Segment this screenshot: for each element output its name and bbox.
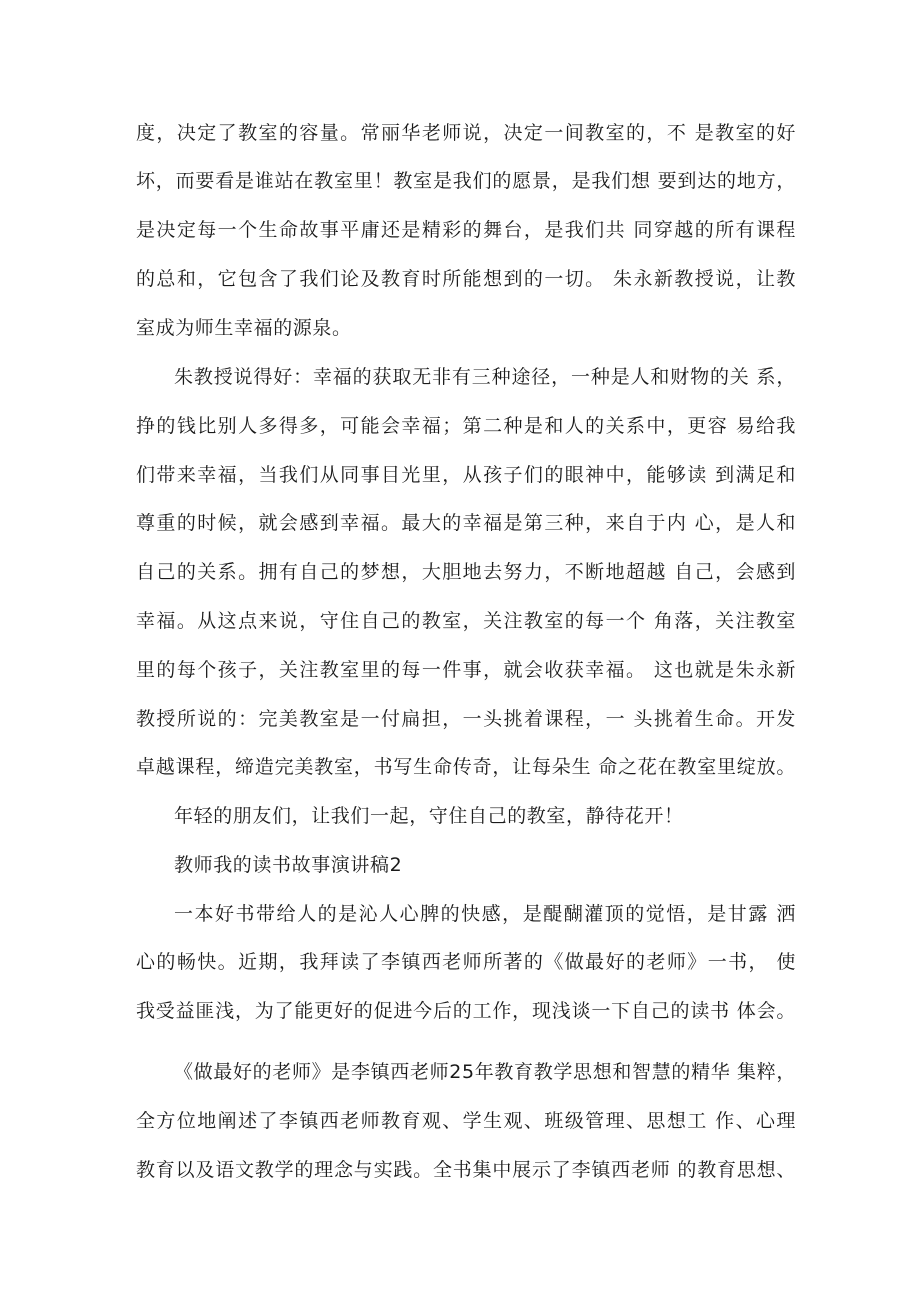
paragraph-3: 年轻的朋友们，让我们一起，守住自己的教室，静待花开！ [174,805,684,827]
paragraph-2-line-8: 教授所说的：完美教室是一付扁担，一头挑着课程，一 头挑着生命。开发 [136,708,796,730]
paragraph-2-line-9: 卓越课程，缔造完美教室，书写生命传奇，让每朵生 命之花在教室里绽放。 [136,756,796,778]
paragraph-5-line-3: 教育以及语文教学的理念与实践。全书集中展示了李镇西老师 的教育思想、 [136,1159,796,1181]
paragraph-1-line-3: 是决定每一个生命故事平庸还是精彩的舞台，是我们共 同穿越的所有课程 [136,219,796,241]
paragraph-2-line-5: 自己的关系。拥有自己的梦想，大胆地去努力，不断地超越 自己，会感到 [136,561,796,583]
paragraph-4-line-3: 我受益匪浅，为了能更好的促进今后的工作，现浅谈一下自己的读书 体会。 [136,1000,796,1022]
paragraph-2-line-2: 挣的钱比别人多得多，可能会幸福；第二种是和人的关系中，更容 易给我 [136,415,796,437]
section-heading: 教师我的读书故事演讲稿2 [174,854,403,876]
paragraph-2-line-4: 尊重的时候，就会感到幸福。最大的幸福是第三种，来自于内 心，是人和 [136,512,796,534]
paragraph-2-line-6: 幸福。从这点来说，守住自己的教室，关注教室的每一个 角落，关注教室 [136,610,796,632]
paragraph-4-line-2: 心的畅快。近期，我拜读了李镇西老师所著的《做最好的老师》一书， 使 [136,951,796,973]
paragraph-2-line-7: 里的每个孩子，关注教室里的每一件事，就会收获幸福。 这也就是朱永新 [136,659,796,681]
paragraph-1-line-1: 度，决定了教室的容量。常丽华老师说，决定一间教室的，不 是教室的好 [136,122,796,144]
paragraph-1-line-4: 的总和，它包含了我们论及教育时所能想到的一切。 朱永新教授说，让教 [136,268,796,290]
paragraph-4-line-1: 一本好书带给人的是沁人心脾的快感，是醍醐灌顶的觉悟，是甘露 洒 [174,903,796,925]
paragraph-5-line-2: 全方位地阐述了李镇西老师教育观、学生观、班级管理、思想工 作、心理 [136,1110,796,1132]
paragraph-5-line-1: 《做最好的老师》是李镇西老师25年教育教学思想和智慧的精华 集粹， [174,1061,796,1083]
paragraph-1-line-5: 室成为师生幸福的源泉。 [136,317,352,339]
paragraph-1-line-2: 坏，而要看是谁站在教室里！教室是我们的愿景，是我们想 要到达的地方， [136,170,796,192]
paragraph-2-line-3: 们带来幸福，当我们从同事目光里，从孩子们的眼神中，能够读 到满足和 [136,464,796,486]
paragraph-2-line-1: 朱教授说得好：幸福的获取无非有三种途径，一种是人和财物的关 系， [174,366,796,388]
